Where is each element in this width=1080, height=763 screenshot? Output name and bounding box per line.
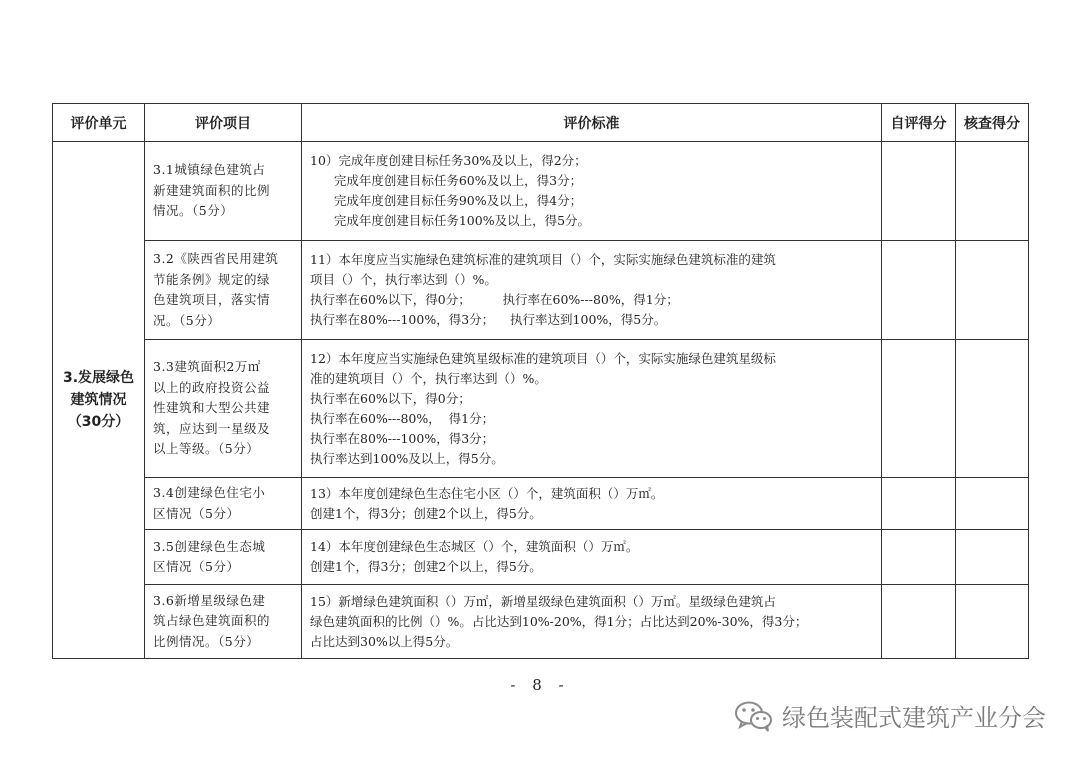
evaluation-criteria-cell <box>302 142 882 241</box>
table-row <box>53 585 1029 659</box>
wechat-icon <box>734 700 774 732</box>
header-criteria: 评价标准 <box>302 104 882 142</box>
header-self-score: 自评得分 <box>882 104 956 142</box>
criteria-line: 执行率在80%---100%，得3分； 执行率达到100%，得5分。 <box>310 312 667 327</box>
evaluation-criteria-cell <box>302 340 882 478</box>
evaluation-table-container <box>52 103 1028 659</box>
self-score-cell[interactable] <box>882 585 956 659</box>
watermark <box>734 698 1046 733</box>
criteria-line: 11）本年度应当实施绿色建筑标准的建筑项目（）个，实际实施绿色建筑标准的建筑 <box>310 252 776 267</box>
evaluation-criteria-cell <box>302 530 882 585</box>
evaluation-unit-cell: 3.发展绿色 建筑情况 （30分） <box>53 142 145 659</box>
table-row <box>53 340 1029 478</box>
self-score-cell[interactable] <box>882 340 956 478</box>
self-score-cell[interactable] <box>882 142 956 241</box>
self-score-cell[interactable] <box>882 241 956 340</box>
criteria-line: 项目（）个，执行率达到（）%。 <box>310 272 497 287</box>
evaluation-criteria-cell <box>302 241 882 340</box>
check-score-cell[interactable] <box>956 585 1029 659</box>
check-score-cell[interactable] <box>956 142 1029 241</box>
evaluation-criteria-cell <box>302 478 882 530</box>
criteria-line: 占比达到30%以上得5分。 <box>310 633 459 649</box>
criteria-line: 绿色建筑面积的比例（）%。占比达到10%-20%，得1分；占比达到20%-30%，得3分； <box>310 613 808 629</box>
criteria-line: 执行率在60%以下，得0分； <box>310 390 471 406</box>
criteria-line: 准的建筑项目（）个，执行率达到（）%。 <box>310 370 547 386</box>
criteria-line: 执行率达到100%及以上，得5分。 <box>310 450 504 466</box>
criteria-line: 执行率在80%---100%，得3分； <box>310 430 495 446</box>
criteria-line: 完成年度创建目标任务90%及以上，得4分； <box>310 193 583 208</box>
table-row <box>53 530 1029 585</box>
criteria-line: 13）本年度创建绿色生态住宅小区（）个，建筑面积（）万㎡。 <box>310 485 664 501</box>
watermark-text: 绿色装配式建筑产业分会 <box>782 704 1046 732</box>
criteria-line: 15）新增绿色建筑面积（）万㎡，新增星级绿色建筑面积（）万㎡。星级绿色建筑占 <box>310 593 776 609</box>
evaluation-item-cell: 3.3建筑面积2万㎡ 以上的政府投资公益 性建筑和大型公共建 筑，应达到一星级及 以上等级。（5分） <box>145 340 302 478</box>
header-check-score: 核查得分 <box>956 104 1029 142</box>
evaluation-item-cell: 3.4创建绿色住宅小 区情况（5分） <box>145 478 302 530</box>
evaluation-item-cell: 3.2《陕西省民用建筑 节能条例》规定的绿 色建筑项目，落实情 况。（5分） <box>145 241 302 340</box>
criteria-line: 完成年度创建目标任务100%及以上，得5分。 <box>310 213 591 228</box>
check-score-cell[interactable] <box>956 340 1029 478</box>
check-score-cell[interactable] <box>956 478 1029 530</box>
table-row <box>53 478 1029 530</box>
criteria-line: 14）本年度创建绿色生态城区（）个，建筑面积（）万㎡。 <box>310 539 639 554</box>
self-score-cell[interactable] <box>882 478 956 530</box>
evaluation-item-cell: 3.6新增星级绿色建 筑占绿色建筑面积的 比例情况。（5分） <box>145 585 302 659</box>
table-row <box>53 142 1029 241</box>
criteria-line: 执行率在60%---80%， 得1分； <box>310 410 495 426</box>
page-number: - 8 - <box>510 676 570 694</box>
header-unit: 评价单元 <box>53 104 145 142</box>
table-row <box>53 241 1029 340</box>
criteria-line: 执行率在60%以下，得0分； 执行率在60%---80%，得1分； <box>310 292 679 307</box>
evaluation-item-cell: 3.5创建绿色生态城 区情况（5分） <box>145 530 302 585</box>
table-header-row <box>53 104 1029 142</box>
check-score-cell[interactable] <box>956 241 1029 340</box>
criteria-line: 创建1个，得3分；创建2个以上，得5分。 <box>310 559 542 574</box>
header-item: 评价项目 <box>145 104 302 142</box>
self-score-cell[interactable] <box>882 530 956 585</box>
evaluation-criteria-cell <box>302 585 882 659</box>
criteria-line: 完成年度创建目标任务60%及以上，得3分； <box>310 173 583 188</box>
criteria-line: 创建1个，得3分；创建2个以上，得5分。 <box>310 505 542 521</box>
check-score-cell[interactable] <box>956 530 1029 585</box>
criteria-line: 10）完成年度创建目标任务30%及以上，得2分； <box>310 153 587 168</box>
evaluation-item-cell: 3.1城镇绿色建筑占 新建建筑面积的比例 情况。（5分） <box>145 142 302 241</box>
criteria-line: 12）本年度应当实施绿色建筑星级标准的建筑项目（）个，实际实施绿色建筑星级标 <box>310 350 776 366</box>
evaluation-table <box>52 103 1029 659</box>
